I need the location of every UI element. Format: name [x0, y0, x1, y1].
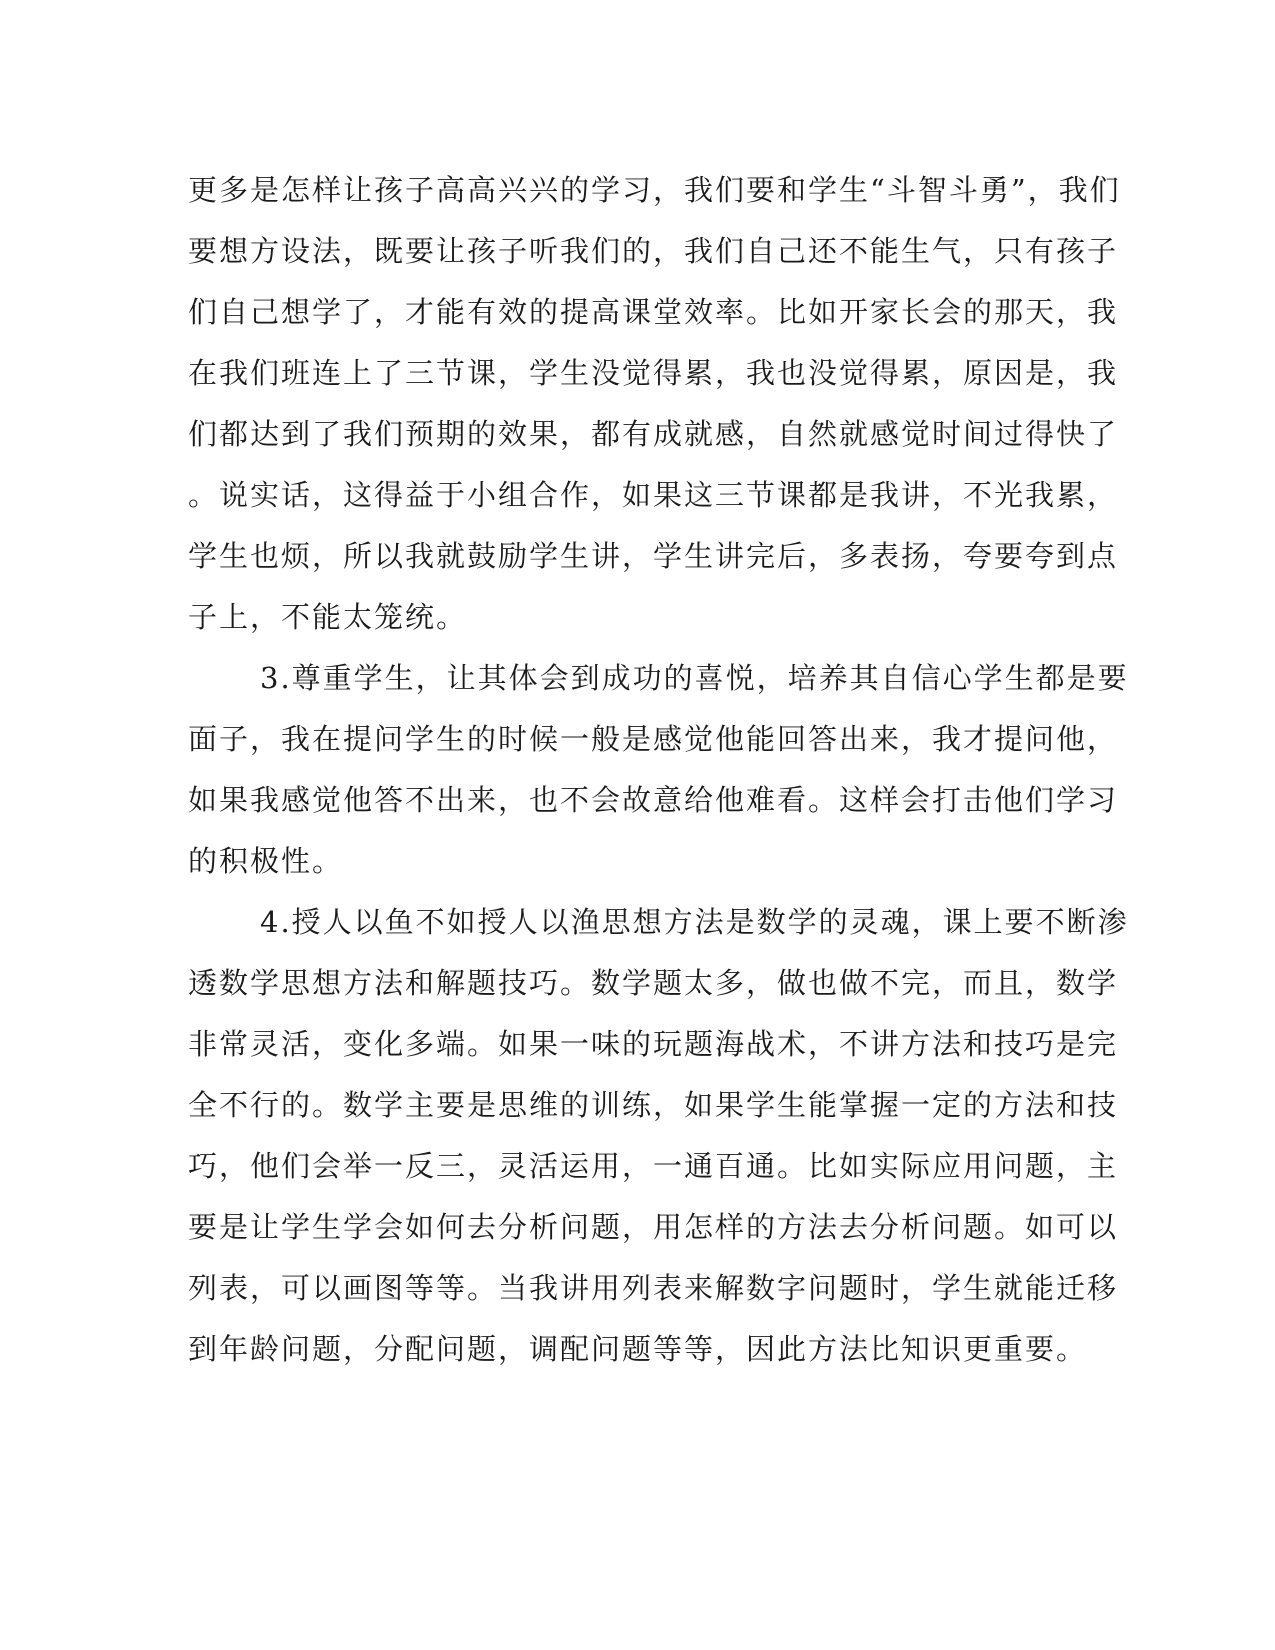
text-line: 如果我感觉他答不出来，也不会故意给他难看。这样会打击他们学习 [188, 783, 1119, 817]
text-line: 学生也烦，所以我就鼓励学生讲，学生讲完后，多表扬，夸要夸到点 [188, 539, 1119, 573]
text-line: 非常灵活，变化多端。如果一味的玩题海战术，不讲方法和技巧是完 [188, 1027, 1119, 1061]
text-line: 全不行的。数学主要是思维的训练，如果学生能掌握一定的方法和技 [188, 1088, 1119, 1122]
text-line: 。说实话，这得益于小组合作，如果这三节课都是我讲，不光我累， [188, 478, 1119, 512]
text-line: 更多是怎样让孩子高高兴兴的学习，我们要和学生“斗智斗勇”，我们 [188, 173, 1121, 207]
text-line: 们都达到了我们预期的效果，都有成就感，自然就感觉时间过得快了 [188, 417, 1119, 451]
text-line: 要想方设法，既要让孩子听我们的，我们自己还不能生气，只有孩子 [188, 234, 1119, 268]
paragraph-respect-students [188, 648, 1129, 892]
text-line: 到年龄问题，分配问题，调配问题等等，因此方法比知识更重要。 [188, 1332, 1088, 1366]
text-line: 要是让学生学会如何去分析问题，用怎样的方法去分析问题。如可以 [188, 1210, 1119, 1244]
text-line: 的积极性。 [188, 844, 344, 878]
text-line: 在我们班连上了三节课，学生没觉得累，我也没觉得累，原因是，我 [188, 356, 1119, 390]
text-line: 列表，可以画图等等。当我讲用列表来解数字问题时，学生就能迁移 [188, 1271, 1119, 1305]
text-line: 4.授人以鱼不如授人以渔思想方法是数学的灵魂，课上要不断渗 [260, 905, 1129, 939]
text-line: 3.尊重学生，让其体会到成功的喜悦，培养其自信心学生都是要 [260, 661, 1129, 695]
paragraph-teach-methods [188, 892, 1129, 1380]
text-line: 们自己想学了，才能有效的提高课堂效率。比如开家长会的那天，我 [188, 295, 1119, 329]
text-line: 巧，他们会举一反三，灵活运用，一通百通。比如实际应用问题，主 [188, 1149, 1119, 1183]
body-text [188, 160, 1129, 1380]
text-line: 面子，我在提问学生的时候一般是感觉他能回答出来，我才提问他， [188, 722, 1119, 756]
paragraph-continuation [188, 160, 1121, 648]
text-line: 子上，不能太笼统。 [188, 600, 468, 634]
text-line: 透数学思想方法和解题技巧。数学题太多，做也做不完，而且，数学 [188, 966, 1119, 1000]
